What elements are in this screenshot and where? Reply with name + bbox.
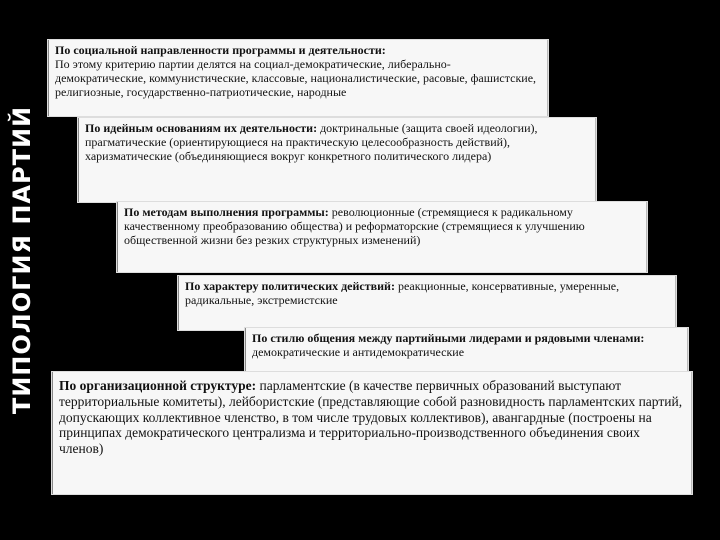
typology-block-organizational-structure xyxy=(52,372,692,494)
typology-block-social xyxy=(48,40,548,116)
block-heading: По стилю общения между партийными лидерами и рядовыми членами: xyxy=(252,331,645,345)
side-title-text: ТИПОЛОГИЯ ПАРТИЙ xyxy=(8,105,37,415)
typology-block-methods xyxy=(117,202,647,272)
block-paragraph xyxy=(59,378,685,457)
block-heading: По методам выполнения программы: xyxy=(124,205,329,219)
block-text: реакционные, консервативные, умеренные, радикальные, экстремистские xyxy=(185,279,620,308)
side-title xyxy=(2,60,42,460)
block-paragraph xyxy=(185,279,669,307)
typology-block-ideological xyxy=(78,118,596,202)
block-paragraph xyxy=(124,205,640,247)
block-text: демократические и антидемократические xyxy=(252,345,465,360)
typology-block-communication-style xyxy=(245,328,688,374)
block-paragraph xyxy=(85,121,589,163)
block-heading: По организационной структуре: xyxy=(59,378,257,393)
block-text: По этому критерию партии делятся на социал-демократические, либерально-демократические, коммунистические, классовые, националистические, расовые, фашистские, религиозные, государственно-патриотические, народные xyxy=(55,57,537,100)
block-text: революционные (стремящиеся к радикальному качественному преобразованию общества) и реформаторские (стремящиеся к улучшению общественной жизни без резких структурных изменений) xyxy=(124,205,585,248)
block-heading: По идейным основаниям их деятельности: xyxy=(85,121,318,135)
block-text: доктринальные (защита своей идеологии), прагматические (ориентирующиеся на практическую целесообразность действий), харизматические (объединяющиеся вокруг конкретного политического лидера) xyxy=(85,121,538,164)
block-text: парламентские (в качестве первичных образований выступают территориальные комитеты), лейбористские (представляющие собой разновидность парламентских партий, допускающих коллективное членство, в том числе трудовых коллективов), авангардные (построены на принципах демократического централизма и территориально-производственного объединения своих членов) xyxy=(59,378,683,457)
typology-block-political-actions xyxy=(178,276,676,330)
block-heading: По социальной направленности программы и деятельности: xyxy=(55,43,386,57)
block-heading: По характеру политических действий: xyxy=(185,279,395,293)
